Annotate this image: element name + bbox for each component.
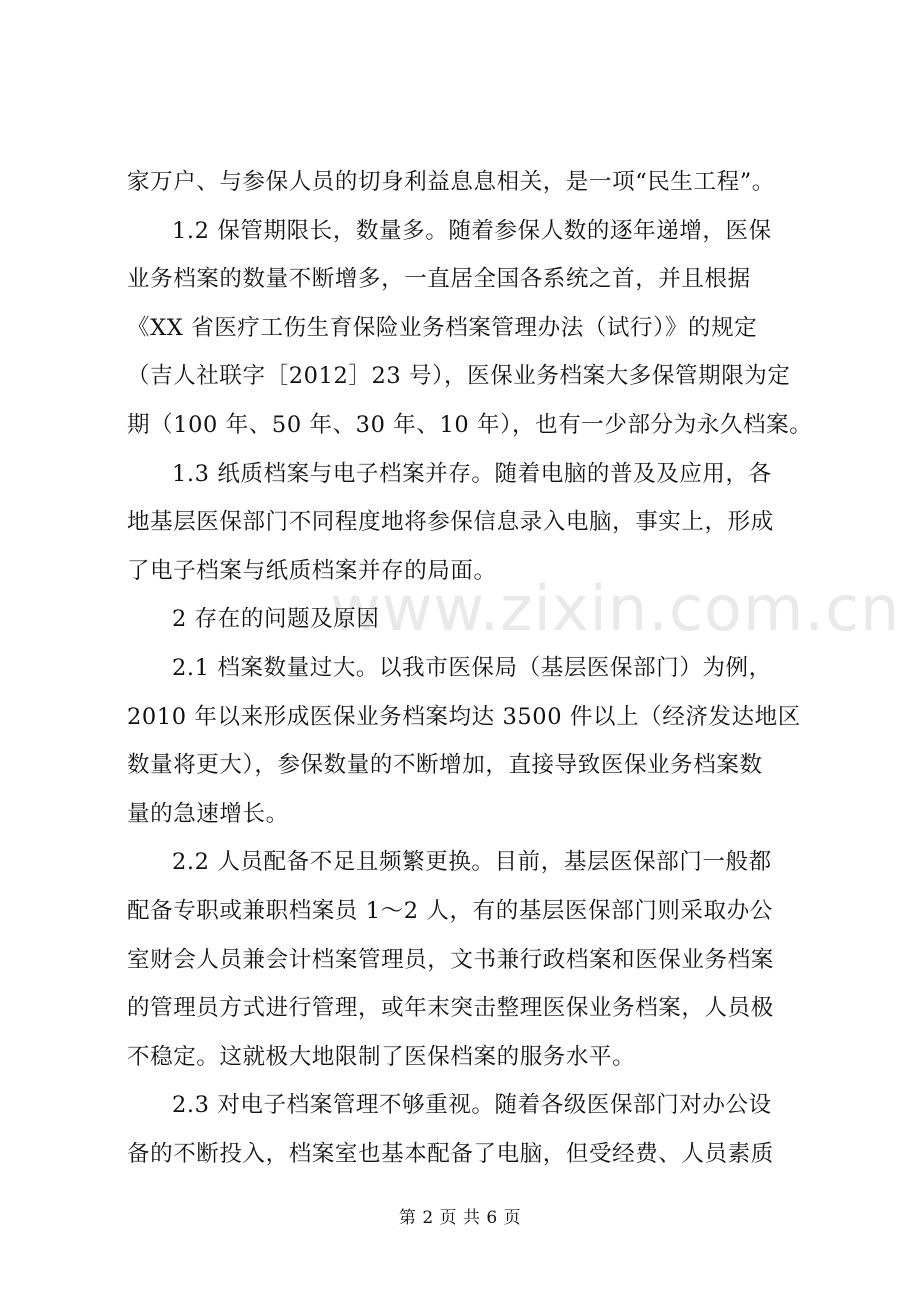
text-line: 的管理员方式进行管理，或年末突击整理医保业务档案，人员极 bbox=[127, 995, 774, 1022]
watermark: www.zixin.com.cn bbox=[330, 572, 901, 645]
text-line: 1.3 纸质档案与电子档案并存。随着电脑的普及及应用，各 bbox=[172, 460, 772, 487]
text-line: 业务档案的数量不断增多，一直居全国各系统之首，并且根据 bbox=[127, 266, 751, 293]
text-line: 2.3 对电子档案管理不够重视。随着各级医保部门对办公设 bbox=[172, 1092, 772, 1119]
text-line: 家万户、与参保人员的切身利益息息相关，是一项“民生工程”。 bbox=[127, 169, 775, 195]
text-line: 《XX 省医疗工伤生育保险业务档案管理办法（试行）》的规定 bbox=[127, 314, 758, 341]
text-line: 2.1 档案数量过大。以我市医保局（基层医保部门）为例， bbox=[172, 654, 772, 681]
text-line: 了电子档案与纸质档案并存的局面。 bbox=[127, 557, 497, 584]
text-line: 备的不断投入，档案室也基本配备了电脑，但受经费、人员素质 bbox=[127, 1140, 774, 1167]
text-line: 量的急速增长。 bbox=[127, 800, 289, 827]
text-line: 2010 年以来形成医保业务档案均达 3500 件以上（经济发达地区 bbox=[127, 703, 801, 730]
text-line: 地基层医保部门不同程度地将参保信息录入电脑，事实上，形成 bbox=[127, 509, 774, 536]
text-line: 期（100 年、50 年、30 年、10 年），也有一少部分为永久档案。 bbox=[127, 411, 813, 438]
text-line: 1.2 保管期限长，数量多。随着参保人数的逐年递增，医保 bbox=[172, 217, 772, 244]
text-line: 数量将更大），参保数量的不断增加，直接导致医保业务档案数 bbox=[127, 752, 763, 779]
section-heading: 2 存在的问题及原因 bbox=[172, 606, 380, 633]
text-line: 2.2 人员配备不足且频繁更换。目前，基层医保部门一般都 bbox=[172, 849, 772, 876]
page-footer: 第 2 页 共 6 页 bbox=[398, 1208, 522, 1228]
body-text bbox=[127, 158, 813, 1178]
text-line: （吉人社联字［2012］23 号），医保业务档案大多保管期限为定 bbox=[127, 363, 791, 390]
text-line: 室财会人员兼会计档案管理员，文书兼行政档案和医保业务档案 bbox=[127, 946, 774, 973]
text-line: 配备专职或兼职档案员 1～2 人，有的基层医保部门则采取办公 bbox=[127, 897, 773, 924]
text-line: 不稳定。这就极大地限制了医保档案的服务水平。 bbox=[127, 1043, 636, 1070]
